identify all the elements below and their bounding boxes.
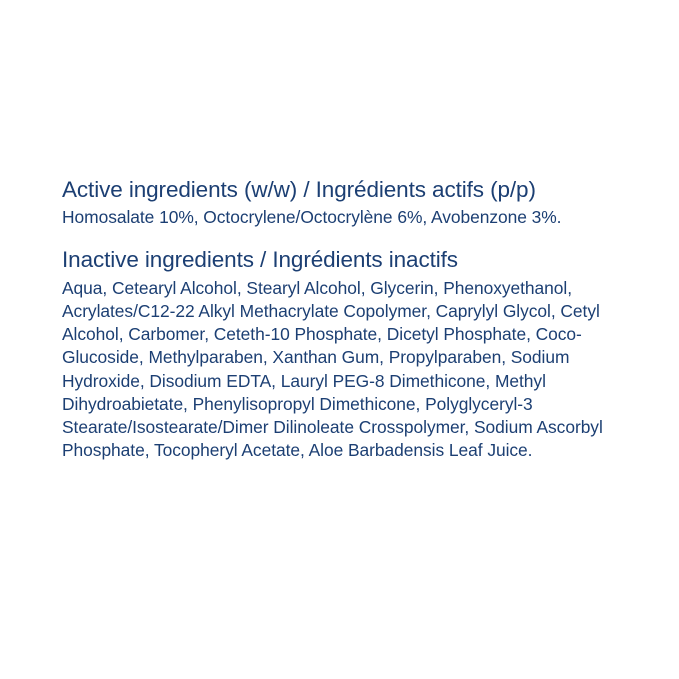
active-ingredients-heading-fr-qualifier: (p/p) xyxy=(483,177,536,202)
active-ingredients-heading xyxy=(62,176,632,203)
inactive-ingredients-body: Aqua, Cetearyl Alcohol, Stearyl Alcohol, Glycerin, Phenoxyethanol, Acrylates/C12-22 Alkyl Methacrylate Copolymer, Caprylyl Glycol, Cetyl Alcohol, Carbomer, Ceteth-10 Phosphate, Dicetyl Phosphate, Coco-Glucoside, Methylparaben, Xanthan Gum, Propylparaben, Sodium Hydroxide, Disodium EDTA, Lauryl PEG-8 Dimethicone, Methyl Dihydroabietate, Phenylisopropyl Dimethicone, Polyglyceryl-3 Stearate/Isostearate/Dimer Dilinoleate Crosspolymer, Sodium Ascorbyl Phosphate, Tocopheryl Acetate, Aloe Barbadensis Leaf Juice. xyxy=(62,278,603,460)
active-ingredients-heading-fr: Ingrédients actifs xyxy=(315,177,484,202)
ingredients-content xyxy=(62,176,632,462)
active-ingredients-heading-en: Active ingredients xyxy=(62,177,238,202)
heading-separator: / xyxy=(297,177,316,202)
active-ingredients-heading-en-qualifier: (w/w) xyxy=(237,177,298,202)
inactive-ingredients-heading-fr: Ingrédients inactifs xyxy=(272,246,458,272)
active-ingredients-body: Homosalate 10%, Octocrylene/Octocrylène 6%, Avobenzone 3%. xyxy=(62,207,562,228)
inactive-ingredients-heading xyxy=(62,246,632,273)
heading-separator: / xyxy=(253,246,273,272)
inactive-ingredients-section xyxy=(62,246,632,463)
active-ingredients-section xyxy=(62,176,632,230)
inactive-ingredients-heading-en: Inactive ingredients xyxy=(62,246,254,272)
